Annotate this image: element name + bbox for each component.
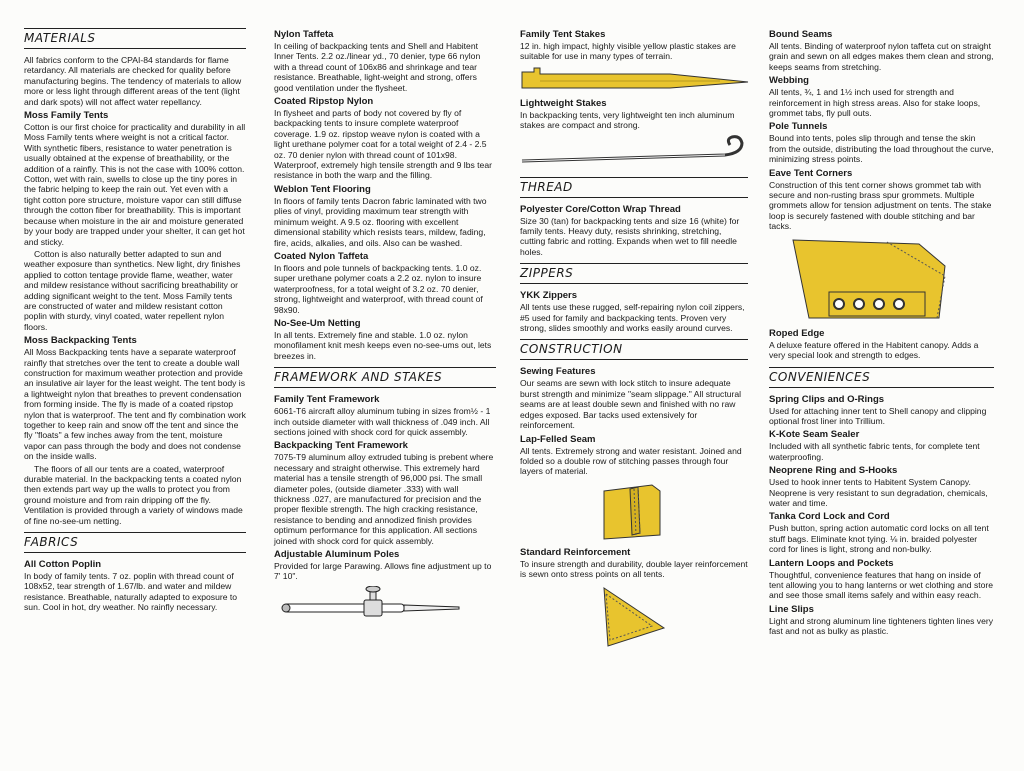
- section-materials-heading: MATERIALS: [24, 28, 246, 49]
- lapfelled-text: All tents. Extremely strong and water resistant. Joined and folded so a double row of stitching passes through four layers of material.: [520, 445, 742, 477]
- column-3: [520, 26, 748, 654]
- section-conveniences-heading: CONVENIENCES: [769, 367, 994, 388]
- lapfelled-illustration: [520, 481, 748, 541]
- aluminum-stake-illustration: [520, 135, 748, 171]
- weblon-text: In floors of family tents Dacron fabric laminated with two plies of vinyl, providing maximum tear strength with minimum weight. A 9.5 oz. flooring with excellent dimensional stability which resists tears, mildew, fading, fire, acids, alkalies, and oils. Also can be washed.: [274, 195, 487, 248]
- kkote-heading: K-Kote Seam Sealer: [769, 429, 860, 441]
- lapfelled-heading: Lap-Felled Seam: [520, 433, 596, 445]
- family-stakes-heading: Family Tent Stakes: [520, 29, 606, 40]
- eave-corner-illustration: [769, 236, 994, 322]
- moss-backpacking-text: All Moss Backpacking tents have a separate waterproof rainfly that stretches over the tent to create a double wall construction for maximum weather protection and provide an insulative air layer for the least weight. The tent body is a lightweight nylon that breathes to prevent condensation from forming inside. The fly is made of a coated ripstop nylon that is waterproof. The tent and fly combination work together to keep rain and snow off the tent and since the fly "floats" a few inches away from the tent, moisture vapor can pass through the body and does not condense on the inside walls.: [24, 347, 246, 462]
- line-slips-text: Light and strong aluminum line tighteners tighten lines very fast and not as bulky as plastic.: [769, 615, 994, 637]
- webbing-text: All tents, ¾, 1 and 1½ inch used for strength and reinforcement in high stress areas. Also for stake loops, grommet tabs, fly pull outs.: [769, 87, 981, 119]
- neoprene-heading: Neoprene Ring and S-Hooks: [769, 465, 898, 477]
- polyester-heading: Polyester Core/Cotton Wrap Thread: [520, 203, 681, 215]
- backpacking-framework-text: 7075-T9 aluminum alloy extruded tubing is prebent where necessary and straight otherwise. This extremely hard material has a tensile strength of 96,000 psi. The small diameter poles, (outside diameter .333) with wall thickness .027, are manufactured for precision and the proper flexible strength. The high cracking resistance, resistance to bending and annodized finish provides optimum performance for this application. All sections joined with shock cord for quick assembly.: [274, 452, 494, 546]
- webbing-heading: Webbing: [769, 75, 809, 87]
- reinforcement-icon: [600, 584, 670, 648]
- section-construction-heading: CONSTRUCTION: [520, 339, 748, 360]
- lantern-heading: Lantern Loops and Pockets: [769, 557, 894, 569]
- nosee-heading: No-See-Um Netting: [274, 317, 361, 329]
- section-thread-heading: THREAD: [520, 177, 748, 198]
- column-1: [24, 28, 246, 615]
- nylon-taffeta-heading: Nylon Taffeta: [274, 29, 334, 40]
- spring-text: Used for attaching inner tent to Shell canopy and clipping optional frost liner into Trillium.: [769, 405, 987, 426]
- line-slips-heading: Line Slips: [769, 603, 814, 615]
- lightweight-stakes-heading: Lightweight Stakes: [520, 97, 607, 109]
- coated-ripstop-heading: Coated Ripstop Nylon: [274, 96, 374, 108]
- weblon-heading: Weblon Tent Flooring: [274, 183, 371, 195]
- moss-family-heading: Moss Family Tents: [24, 110, 109, 122]
- coated-ripstop-text: In flysheet and parts of body not covered by fly of backpacking tents to insure complete waterproof coverage. 1.9 oz. ripstop weave nylon is coated with a light urethane polymer coat for a total weight of 2.4 - 2.5 oz. 70 denier nylon with thread count of 101x98. Waterproof, extremely high tensile strength and 9 lbs tear resistance in both the warp and the filling.: [274, 108, 492, 181]
- lightweight-stakes-text: In backpacking tents, very lightweight ten inch aluminum stakes are compact and strong.: [520, 109, 735, 131]
- aluminum-stake-icon: [520, 135, 750, 171]
- ykk-heading: YKK Zippers: [520, 290, 578, 302]
- polyester-text: Size 30 (tan) for backpacking tents and size 16 (white) for family tents. Heavy duty, resists shrinking, stretching, cutting fabric and rotting. Expands when wet to fill needle holes.: [520, 215, 740, 257]
- reinforcement-text: To insure strength and durability, double layer reinforcement is sewn onto stress points on all tents.: [520, 558, 748, 580]
- moss-family-text: Cotton is our first choice for practicality and durability in all Moss Family tents where weight is not a critical factor. With synthetic fibers, resistance to water penetration is usually obtained at the expense of breathability, or the addition of a rainfly. This is not the case with 100% cotton. Cotton, wet with rain, swells to close up the tiny pores in the fabric helping to keep the rain out. Yet even with a tight cotton pore structure, moisture vapor can still diffuse through the cotton fiber for breathability. This is important because when moisture in the air and moisture generated by your body are trapped under your shelter, it can get hot and sticky.: [24, 122, 246, 247]
- moss-backpacking-text-2: The floors of all our tents are a coated, waterproof durable material. In the backpacking tents a coated nylon then extends part way up the walls to protect you from ground moisture and from rain dripping off the fly. Ventilation is provided through a variety of windows made of fine no-see-um netting.: [24, 463, 243, 526]
- sewing-text: Our seams are sewn with lock stitch to insure adequate burst strength and minimize "seam slippage." All structural seams are at least double sewn and finished with no raw edges exposed. Bar tacks used extensively for reinforcement.: [520, 378, 742, 431]
- bound-heading: Bound Seams: [769, 29, 833, 40]
- bound-text: All tents. Binding of waterproof nylon taffeta cut on straight grain and sewn on all edges makes them clean and strong, keeps seams from stretching.: [769, 41, 994, 72]
- family-framework-text: 6061-T6 aircraft alloy aluminum tubing in sizes from½ - 1 inch outside diameter with wall thickness of .049 inch. All sections joined with shock cord for quick assembly.: [274, 406, 491, 437]
- roped-heading: Roped Edge: [769, 327, 825, 339]
- tanka-heading: Tanka Cord Lock and Cord: [769, 511, 890, 523]
- pole-tunnels-text: Bound into tents, poles slip through and tense the skin from the outside, distributing the load throughout the curve, minimizing stress points.: [769, 133, 994, 165]
- kkote-text: Included with all synthetic fabric tents, for complete tent waterproofing.: [769, 441, 980, 462]
- poles-text: Provided for large Parawing. Allows fine adjustment up to 7' 10".: [274, 561, 492, 582]
- eave-heading: Eave Tent Corners: [769, 167, 853, 179]
- pole-icon: [274, 586, 474, 626]
- roped-text: A deluxe feature offered in the Habitent canopy. Adds a very special look and strength to edges.: [769, 339, 979, 361]
- poles-heading: Adjustable Aluminum Poles: [274, 549, 400, 561]
- ykk-text: All tents use these rugged, self-repairing nylon coil zippers, #5 used for family and backpacking tents. Proven very strong, slides smoothly and works easily around curves.: [520, 302, 745, 334]
- eave-corner-icon: [769, 236, 949, 322]
- lap-felled-seam-icon: [600, 481, 670, 541]
- aluminum-pole-illustration: [274, 586, 496, 626]
- plastic-stake-icon: [520, 66, 750, 92]
- backpacking-framework-heading: Backpacking Tent Framework: [274, 440, 408, 452]
- coated-taffeta-heading: Coated Nylon Taffeta: [274, 250, 369, 262]
- section-framework-heading: FRAMEWORK AND STAKES: [274, 367, 496, 388]
- column-2: [274, 26, 496, 632]
- section-fabrics-heading: FABRICS: [24, 532, 246, 553]
- pole-tunnels-heading: Pole Tunnels: [769, 121, 828, 133]
- column-4: [769, 26, 994, 639]
- spring-heading: Spring Clips and O-Rings: [769, 393, 885, 405]
- nylon-taffeta-text: In ceiling of backpacking tents and Shell and Habitent Inner Tents. 2.2 oz./linear yd., 70 denier, type 66 nylon with a thread count of 106x86 and shrinkage and tear resistance. Breathable, light-weight and strong, offers good ventilation under the flysheet.: [274, 41, 481, 93]
- family-framework-heading: Family Tent Framework: [274, 394, 380, 406]
- sewing-heading: Sewing Features: [520, 366, 596, 378]
- plastic-stake-illustration: [520, 66, 748, 92]
- reinforcement-heading: Standard Reinforcement: [520, 546, 631, 558]
- materials-intro: All fabrics conform to the CPAI-84 standards for flame retardancy. All materials are checked for quality before manufacturing begins. The tendency of materials to allow more or less light through different areas of the tent (light and dark spots) will not affect water repellancy.: [24, 55, 242, 107]
- coated-taffeta-text: In floors and pole tunnels of backpacking tents. 1.0 oz. super urethane polymer coats a 2.2 oz. nylon to insure waterproofness, for a total weight of 3.2 oz. 70 denier, strong, lightweight and waterproof, with thread count of 98x90.: [274, 262, 483, 315]
- poplin-heading: All Cotton Poplin: [24, 559, 102, 571]
- moss-family-text-2: Cotton is also naturally better adapted to sun and weather exposure than synthetics. New light, dry finishes applied to cotton tentage provide flame, weather, water and mildew resistance without sacrificing breathability or adding significant weight to the tent. Moss Family tents are constructed of water and mildew resistant cotton poplin with sturdy, vinyl coated, water repellent nylon floors.: [24, 248, 241, 332]
- lantern-text: Thoughtful, convenience features that hang on inside of tent allowing you to hang lanterns or wet clothing and store and see those small items safely and within easy reach.: [769, 569, 994, 601]
- eave-text: Construction of this tent corner shows grommet tab with secure and non-rusting brass spur grommets. Multiple grommets allow for tension adjustment on tents. The stake loop is securely fastened with double stitching and bar tacks.: [769, 179, 992, 232]
- poplin-text: In body of family tents. 7 oz. poplin with thread count of 108x52, tear strength of 1.67/lb. and water and mildew resistance. Breathable, naturally adapted to exposure to sun. Cool in hot, dry weather. No rainfly necessary.: [24, 571, 238, 613]
- reinforcement-illustration: [520, 584, 748, 648]
- neoprene-text: Used to hook inner tents to Habitent System Canopy. Neoprene is very resistant to sun degradation, chemicals, water and time.: [769, 477, 988, 508]
- family-stakes-text: 12 in. high impact, highly visible yellow plastic stakes are suitable for use in many types of terrain.: [520, 41, 736, 62]
- moss-backpacking-heading: Moss Backpacking Tents: [24, 335, 137, 347]
- nosee-text: In all tents. Extremely fine and stable. 1.0 oz. nylon monofilament knit mesh keeps even no-see-ums out, lets breezes in.: [274, 329, 492, 361]
- tanka-text: Push button, spring action automatic cord locks on all tent stuff bags. Eliminate knot tying. ⅛ in. braided polyester cord for lines is light, strong and non-bulky.: [769, 523, 989, 555]
- section-zippers-heading: ZIPPERS: [520, 263, 748, 284]
